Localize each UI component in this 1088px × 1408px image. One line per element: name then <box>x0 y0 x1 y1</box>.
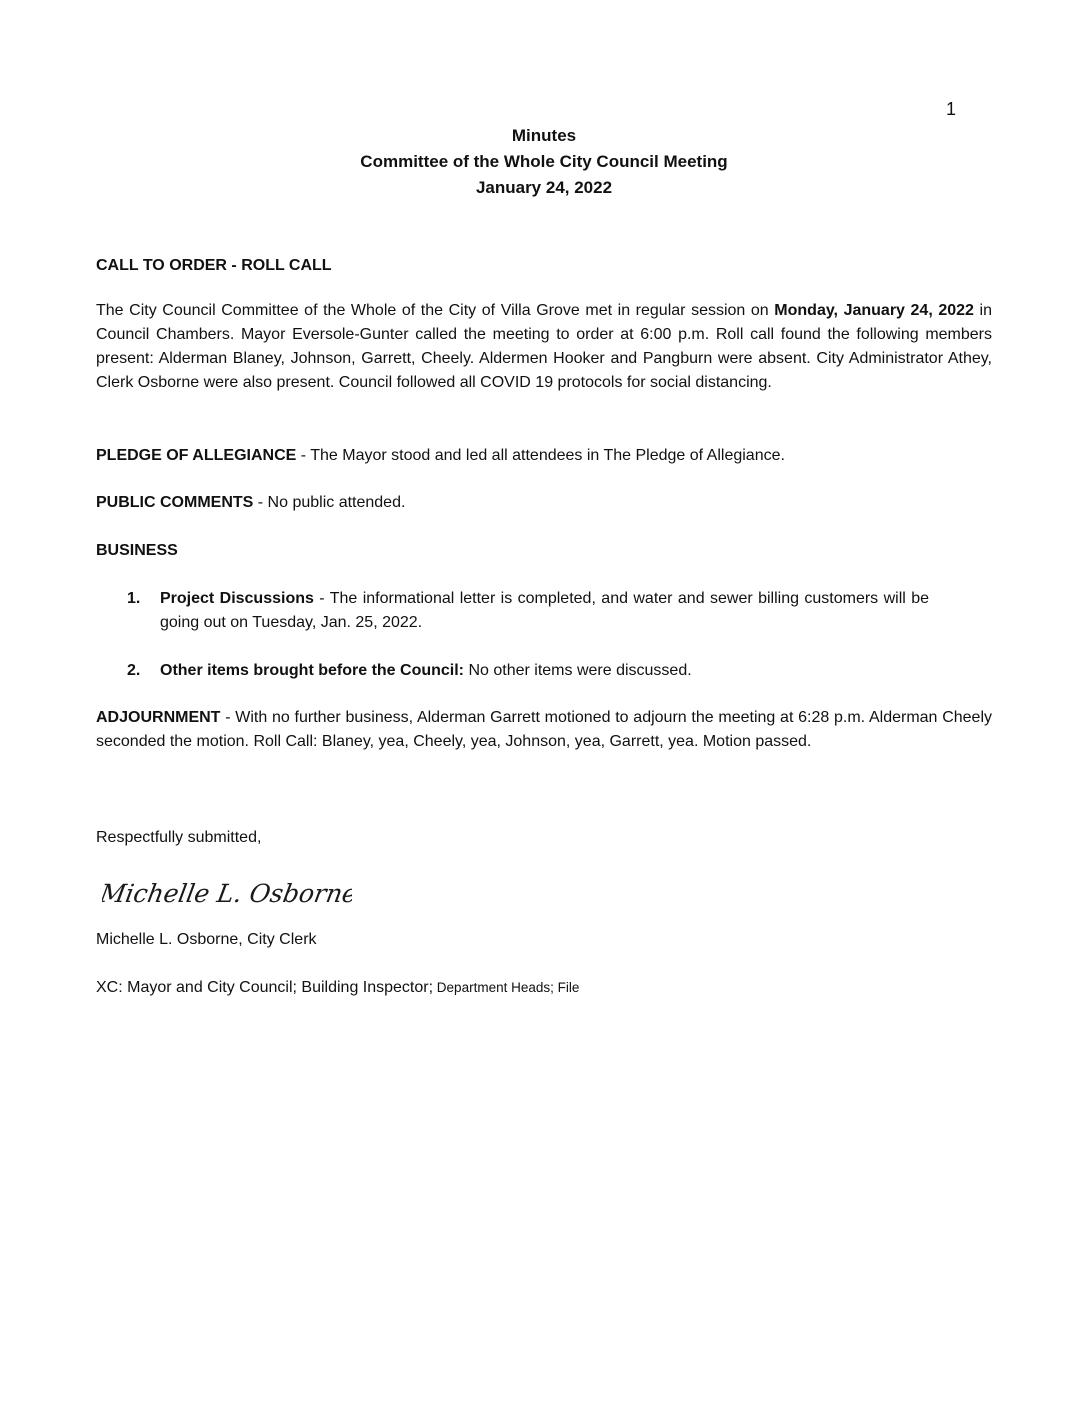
business-item-text: No other items were discussed. <box>464 662 692 679</box>
handwritten-signature <box>102 872 352 921</box>
header-meeting-date: January 24, 2022 <box>475 178 613 197</box>
xc-small: Department Heads; File <box>433 980 580 995</box>
public-comments-heading: PUBLIC COMMENTS <box>96 494 254 511</box>
pledge-paragraph <box>96 444 992 468</box>
business-item <box>127 659 929 683</box>
call-to-order-text-2: in Council Chambers. Mayor Eversole-Gunter called the meeting to order at 6:00 p.m. Roll call found the following members present: Alderman Blaney, Johnson, Garrett, Cheely. Aldermen Hooker and Pangburn were absent. City Administrator Athey, Clerk Osborne were also present. Council followed all COVID 19 protocols for social distancing. <box>96 302 993 391</box>
public-comments-text: - No public attended. <box>253 494 406 511</box>
signature-graphic <box>102 872 352 916</box>
page-number: 1 <box>946 99 957 119</box>
business-item <box>127 587 929 635</box>
header-meeting-name: Committee of the Whole City Council Meeting <box>360 152 728 171</box>
business-heading: BUSINESS <box>96 542 178 559</box>
closing-respectfully: Respectfully submitted, <box>96 829 262 846</box>
business-item-title: Other items brought before the Council: <box>160 662 465 679</box>
pledge-text: - The Mayor stood and led all attendees in The Pledge of Allegiance. <box>296 447 785 464</box>
public-comments-paragraph <box>96 491 992 515</box>
business-item-number: 1. <box>127 590 141 607</box>
call-to-order-text-1: The City Council Committee of the Whole of the City of Villa Grove met in regular session on <box>96 302 775 319</box>
xc-main: XC: Mayor and City Council; Building Inspector; <box>96 979 434 996</box>
header-title: Minutes <box>511 126 577 145</box>
meeting-date-bold: Monday, January 24, 2022 <box>774 302 974 319</box>
business-item-number: 2. <box>127 662 141 679</box>
business-item-text: - The informational letter is completed, and water and sewer billing customers will be going out on Tuesday, Jan. 25, 2022. <box>160 590 929 631</box>
call-to-order-paragraph <box>96 299 992 395</box>
pledge-heading: PLEDGE OF ALLEGIANCE <box>96 447 297 464</box>
document-header <box>0 123 1088 201</box>
xc-distribution <box>96 976 992 1000</box>
business-item-title: Project Discussions <box>160 590 314 607</box>
adjournment-text: - With no further business, Alderman Garrett motioned to adjourn the meeting at 6:28 p.m. Alderman Cheely seconded the motion. Roll Call: Blaney, yea, Cheely, yea, Johnson, yea, Garrett, yea. Motion passed. <box>96 709 992 750</box>
call-to-order-heading: CALL TO ORDER - ROLL CALL <box>96 257 332 274</box>
signer-name: Michelle L. Osborne, City Clerk <box>96 931 317 948</box>
signature-text: Michelle L. Osborne <box>102 879 352 908</box>
adjournment-paragraph <box>96 706 992 754</box>
business-item-content <box>160 659 929 683</box>
adjournment-heading: ADJOURNMENT <box>96 709 221 726</box>
business-item-content <box>160 587 929 635</box>
